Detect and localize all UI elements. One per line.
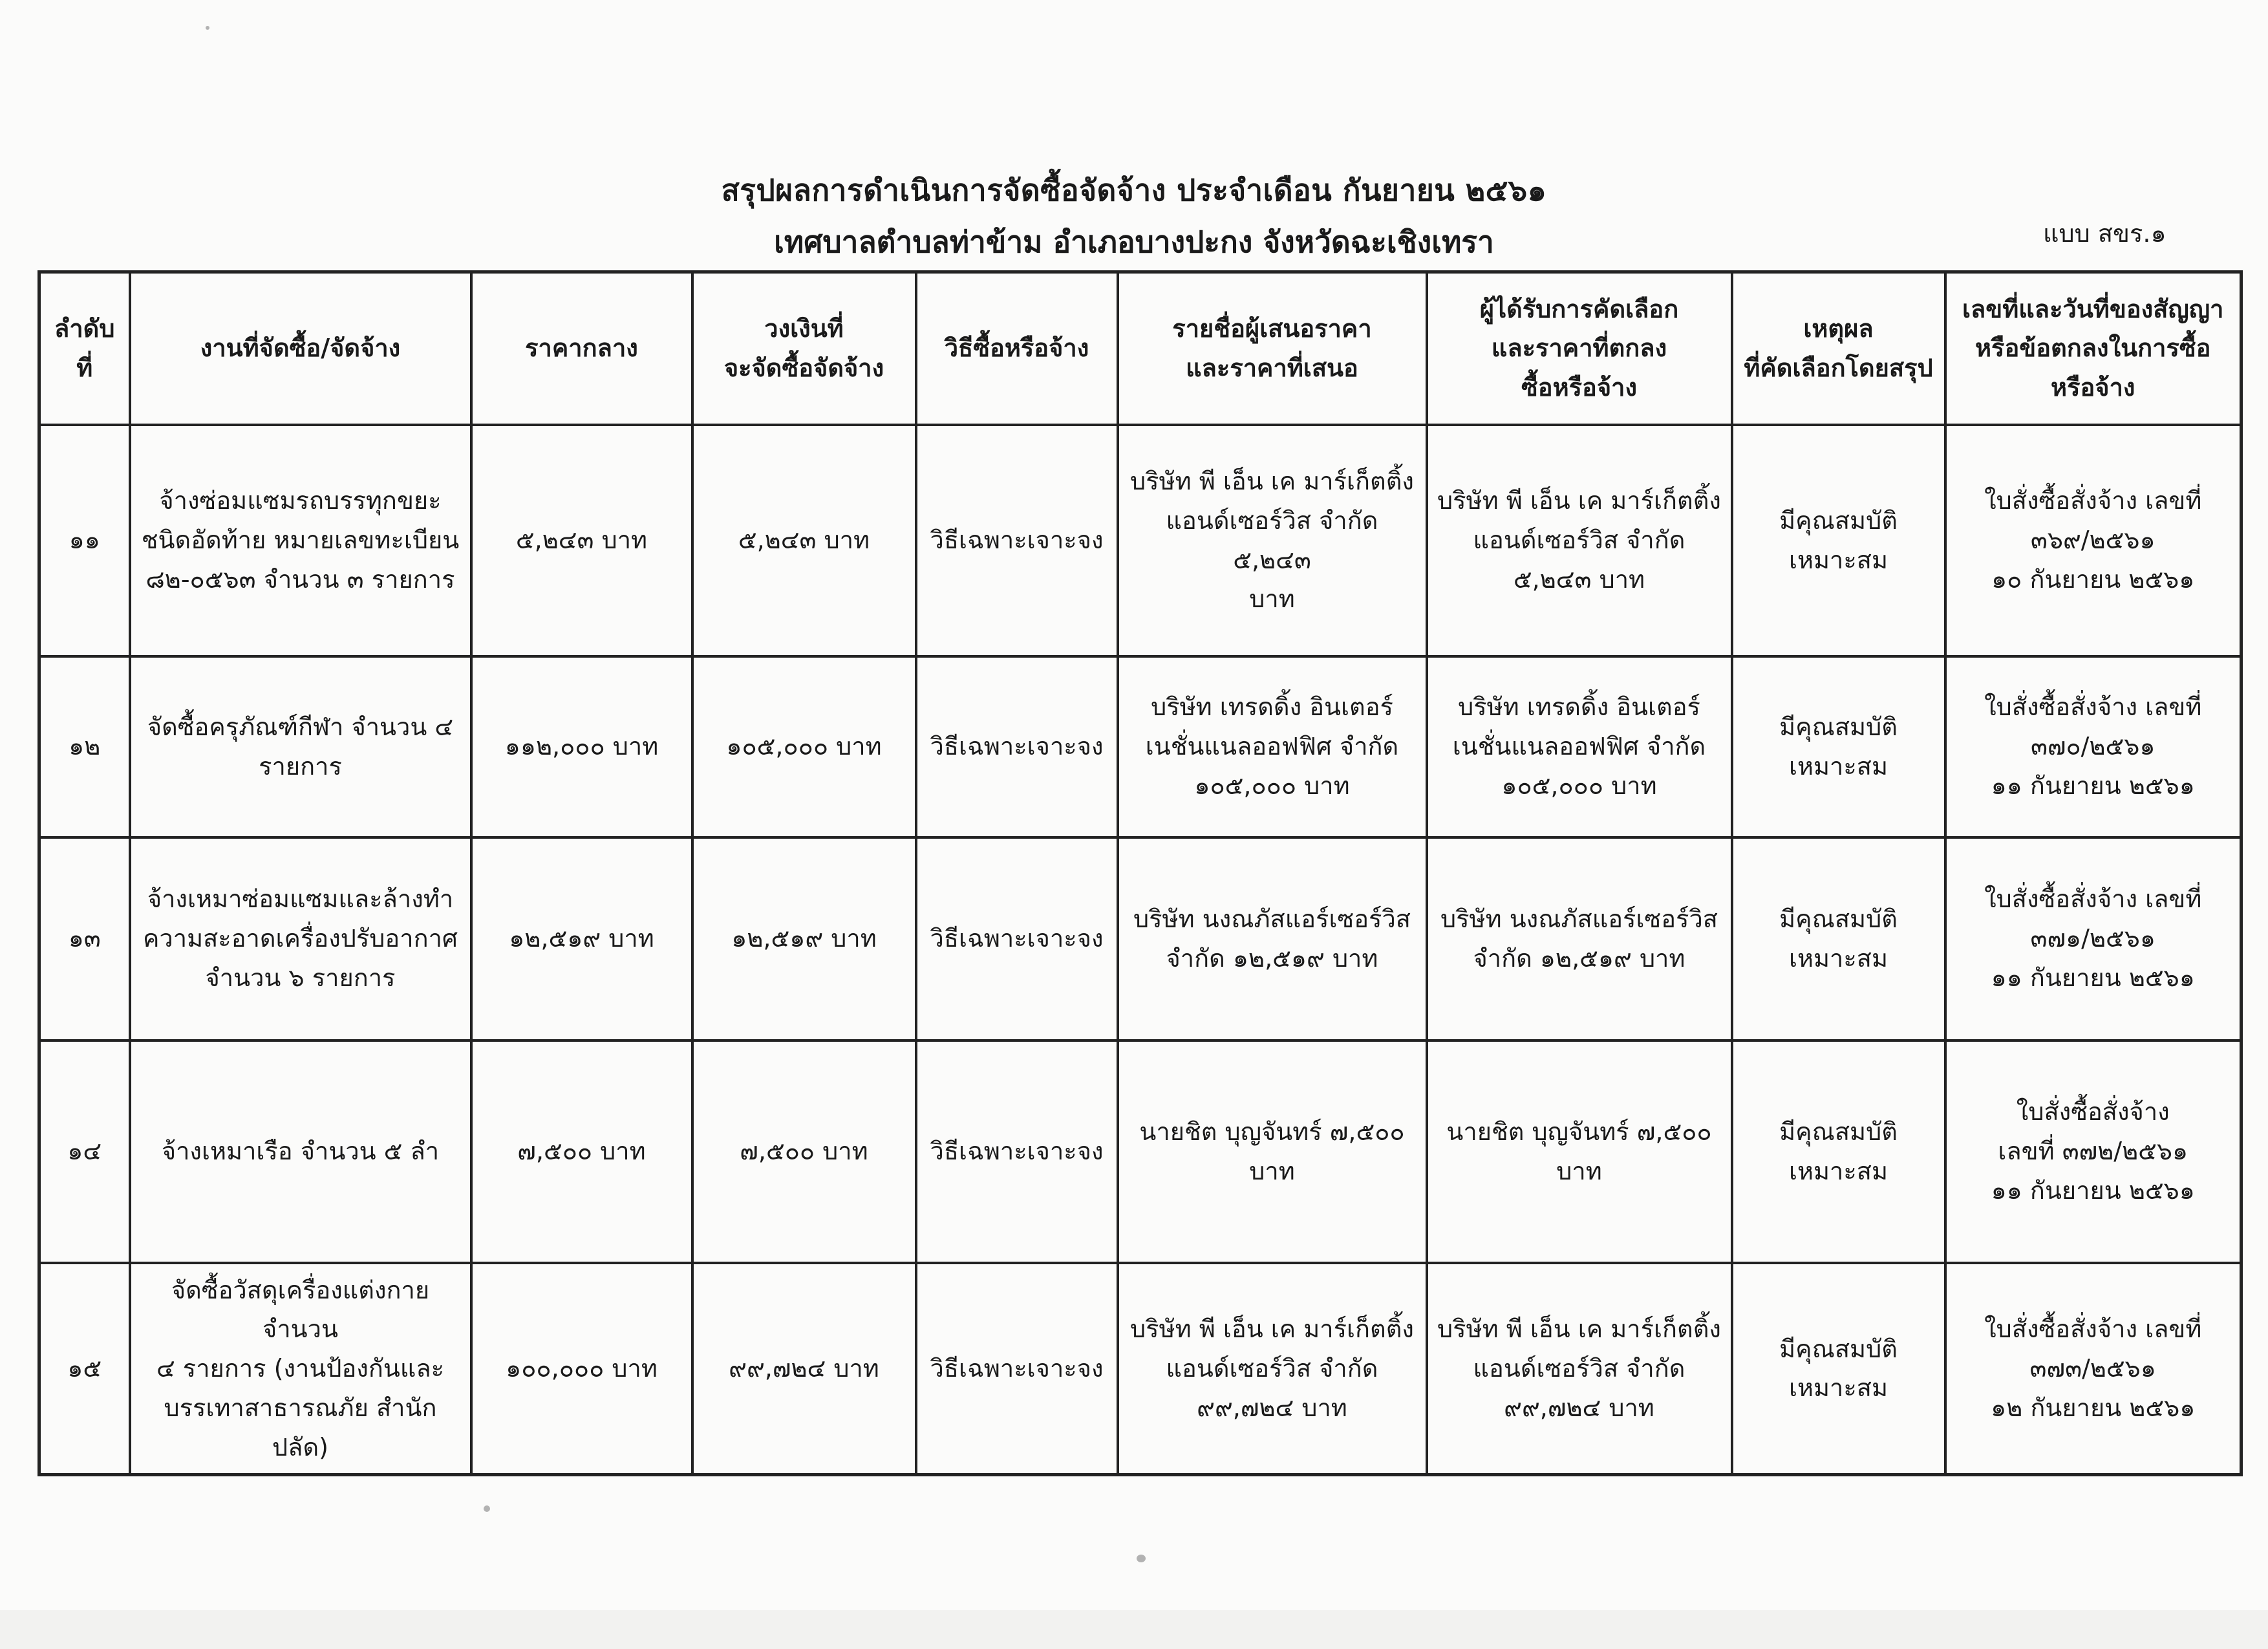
row-item: จ้างเหมาเรือ จำนวน ๕ ลำ — [130, 1040, 471, 1263]
row-bidders: นายชิต บุญจันทร์ ๗,๕๐๐ บาท — [1118, 1040, 1427, 1263]
row-bidders: บริษัท พี เอ็น เค มาร์เก็ตติ้ง แอนด์เซอร์วิส จำกัด ๙๙,๗๒๔ บาท — [1118, 1263, 1427, 1475]
col-header-reason: เหตุผล ที่คัดเลือกโดยสรุป — [1732, 272, 1945, 425]
row-budget: ๑๐๕,๐๐๐ บาท — [692, 656, 916, 837]
row-contract: ใบสั่งซื้อสั่งจ้าง เลขที่ ๓๗๐/๒๕๖๑ ๑๑ กันยายน ๒๕๖๑ — [1945, 656, 2241, 837]
row-bidders: บริษัท นงณภัสแอร์เซอร์วิส จำกัด ๑๒,๕๑๙ บาท — [1118, 837, 1427, 1040]
row-item: จัดซื้อครุภัณฑ์กีฬา จำนวน ๔ รายการ — [130, 656, 471, 837]
row-method: วิธีเฉพาะเจาะจง — [916, 837, 1118, 1040]
row-contract: ใบสั่งซื้อสั่งจ้าง เลขที่ ๓๗๒/๒๕๖๑ ๑๑ กันยายน ๒๕๖๑ — [1945, 1040, 2241, 1263]
scan-bottom-edge — [0, 1610, 2268, 1649]
row-no: ๑๕ — [39, 1263, 130, 1475]
row-item: จ้างซ่อมแซมรถบรรทุกขยะ ชนิดอัดท้าย หมายเลขทะเบียน ๘๒-๐๕๖๓ จำนวน ๓ รายการ — [130, 425, 471, 656]
row-budget: ๕,๒๔๓ บาท — [692, 425, 916, 656]
col-header-budget: วงเงินที่ จะจัดซื้อจัดจ้าง — [692, 272, 916, 425]
col-header-contract: เลขที่และวันที่ของสัญญา หรือข้อตกลงในการซื้อ หรือจ้าง — [1945, 272, 2241, 425]
row-budget: ๑๒,๕๑๙ บาท — [692, 837, 916, 1040]
scan-speck — [484, 1505, 490, 1512]
row-median-price: ๑๑๒,๐๐๐ บาท — [471, 656, 692, 837]
row-item: จ้างเหมาซ่อมแซมและล้างทำ ความสะอาดเครื่องปรับอากาศ จำนวน ๖ รายการ — [130, 837, 471, 1040]
row-selected: บริษัท นงณภัสแอร์เซอร์วิส จำกัด ๑๒,๕๑๙ บาท — [1427, 837, 1732, 1040]
scan-speck — [206, 26, 209, 30]
row-method: วิธีเฉพาะเจาะจง — [916, 1040, 1118, 1263]
row-median-price: ๑๐๐,๐๐๐ บาท — [471, 1263, 692, 1475]
row-contract: ใบสั่งซื้อสั่งจ้าง เลขที่ ๓๗๓/๒๕๖๑ ๑๒ กันยายน ๒๕๖๑ — [1945, 1263, 2241, 1475]
table-row — [39, 837, 2241, 1040]
row-reason: มีคุณสมบัติ เหมาะสม — [1732, 837, 1945, 1040]
procurement-summary-table — [37, 270, 2243, 1476]
table-row — [39, 1263, 2241, 1475]
row-bidders: บริษัท พี เอ็น เค มาร์เก็ตติ้ง แอนด์เซอร์วิส จำกัด ๕,๒๔๓ บาท — [1118, 425, 1427, 656]
document-subtitle: เทศบาลตำบลท่าข้าม อำเภอบางปะกง จังหวัดฉะเชิงเทรา — [774, 224, 1494, 259]
row-selected: บริษัท พี เอ็น เค มาร์เก็ตติ้ง แอนด์เซอร์วิส จำกัด ๕,๒๔๓ บาท — [1427, 425, 1732, 656]
row-no: ๑๑ — [39, 425, 130, 656]
row-reason: มีคุณสมบัติ เหมาะสม — [1732, 1040, 1945, 1263]
col-header-selected: ผู้ได้รับการคัดเลือก และราคาที่ตกลง ซื้อหรือจ้าง — [1427, 272, 1732, 425]
row-reason: มีคุณสมบัติ เหมาะสม — [1732, 656, 1945, 837]
col-header-no: ลำดับที่ — [39, 272, 130, 425]
row-median-price: ๗,๕๐๐ บาท — [471, 1040, 692, 1263]
table-row — [39, 656, 2241, 837]
document-title: สรุปผลการดำเนินการจัดซื้อจัดจ้าง ประจำเดือน กันยายน ๒๕๖๑ — [721, 173, 1547, 208]
table-header-row — [39, 272, 2241, 425]
row-bidders: บริษัท เทรดดิ้ง อินเตอร์ เนชั่นแนลออฟฟิศ จำกัด ๑๐๕,๐๐๐ บาท — [1118, 656, 1427, 837]
table-row — [39, 425, 2241, 656]
row-method: วิธีเฉพาะเจาะจง — [916, 425, 1118, 656]
row-no: ๑๓ — [39, 837, 130, 1040]
form-code: แบบ สขร.๑ — [2043, 219, 2166, 248]
col-header-item: งานที่จัดซื้อ/จัดจ้าง — [130, 272, 471, 425]
row-contract: ใบสั่งซื้อสั่งจ้าง เลขที่ ๓๖๙/๒๕๖๑ ๑๐ กันยายน ๒๕๖๑ — [1945, 425, 2241, 656]
col-header-median-price: ราคากลาง — [471, 272, 692, 425]
row-selected: บริษัท เทรดดิ้ง อินเตอร์ เนชั่นแนลออฟฟิศ จำกัด ๑๐๕,๐๐๐ บาท — [1427, 656, 1732, 837]
col-header-bidders: รายชื่อผู้เสนอราคา และราคาที่เสนอ — [1118, 272, 1427, 425]
row-selected: นายชิต บุญจันทร์ ๗,๕๐๐ บาท — [1427, 1040, 1732, 1263]
row-no: ๑๔ — [39, 1040, 130, 1263]
row-item: จัดซื้อวัสดุเครื่องแต่งกาย จำนวน ๔ รายการ (งานป้องกันและ บรรเทาสาธารณภัย สำนักปลัด) — [130, 1263, 471, 1475]
row-method: วิธีเฉพาะเจาะจง — [916, 656, 1118, 837]
row-contract: ใบสั่งซื้อสั่งจ้าง เลขที่ ๓๗๑/๒๕๖๑ ๑๑ กันยายน ๒๕๖๑ — [1945, 837, 2241, 1040]
row-budget: ๗,๕๐๐ บาท — [692, 1040, 916, 1263]
row-reason: มีคุณสมบัติ เหมาะสม — [1732, 1263, 1945, 1475]
row-median-price: ๑๒,๕๑๙ บาท — [471, 837, 692, 1040]
col-header-method: วิธีซื้อหรือจ้าง — [916, 272, 1118, 425]
table-row — [39, 1040, 2241, 1263]
row-selected: บริษัท พี เอ็น เค มาร์เก็ตติ้ง แอนด์เซอร์วิส จำกัด ๙๙,๗๒๔ บาท — [1427, 1263, 1732, 1475]
row-no: ๑๒ — [39, 656, 130, 837]
row-method: วิธีเฉพาะเจาะจง — [916, 1263, 1118, 1475]
scan-speck — [1137, 1555, 1146, 1562]
row-budget: ๙๙,๗๒๔ บาท — [692, 1263, 916, 1475]
row-median-price: ๕,๒๔๓ บาท — [471, 425, 692, 656]
row-reason: มีคุณสมบัติ เหมาะสม — [1732, 425, 1945, 656]
